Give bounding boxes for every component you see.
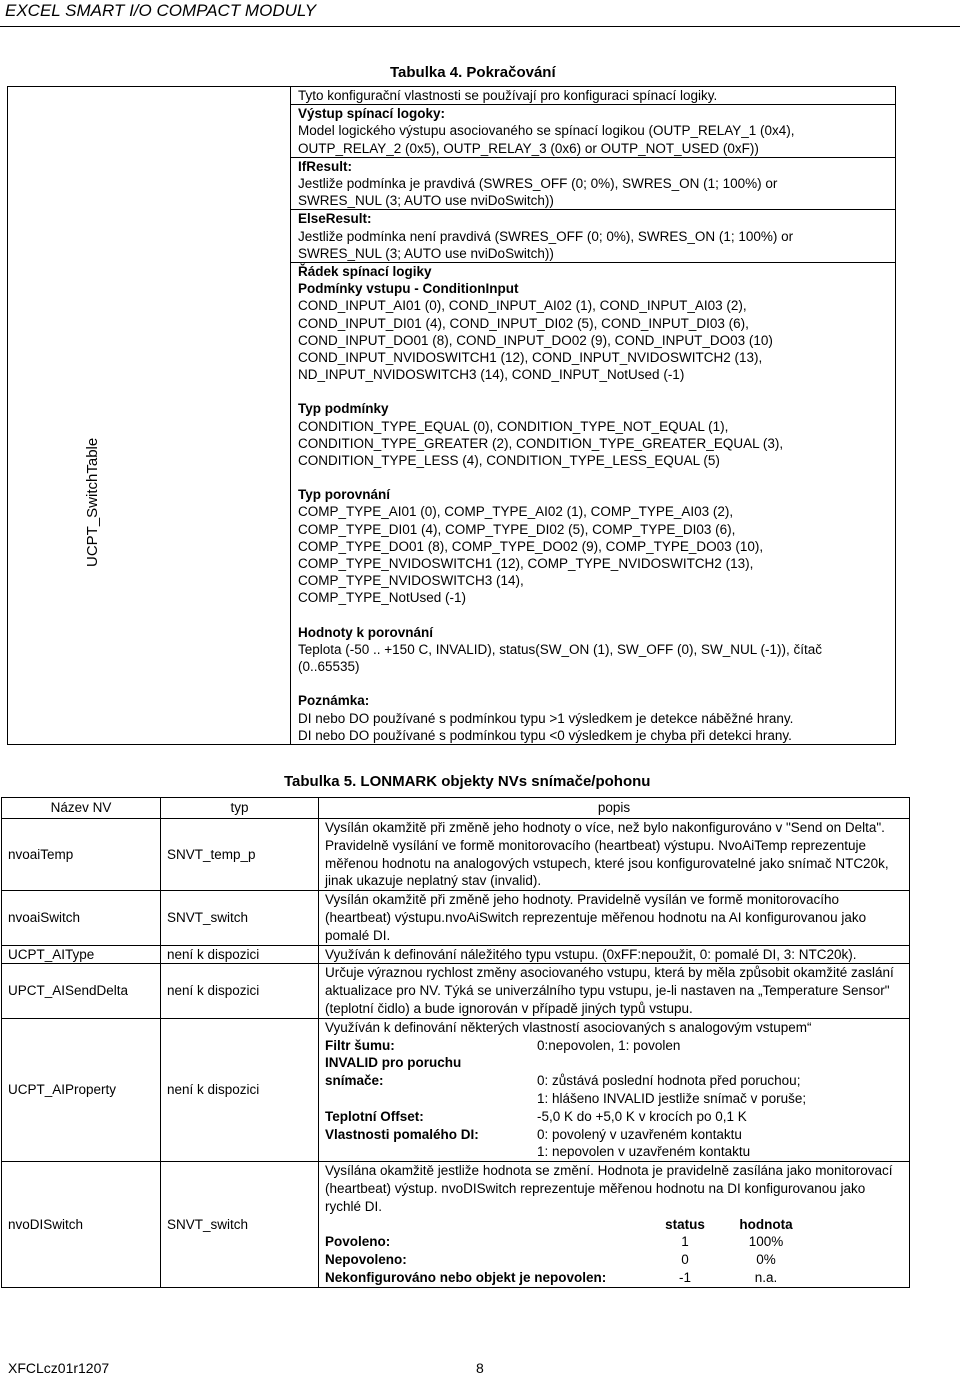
state-label: Nekonfigurováno nebo objekt je nepovolen: <box>325 1269 607 1285</box>
offset-label: Teplotní Offset: <box>325 1108 424 1124</box>
table-row <box>2 1162 910 1288</box>
nv-desc-text: Vysílána okamžitě jestliže hodnota se změní. Hodnota je pravidelně zasílána jako monitorovací (heartbeat) výstup. nvoDISwitch reprezentuje měřenou hodnotu na DI konfigurovanou jako rychlé DI. <box>325 1163 893 1214</box>
comp-type-line: COMP_TYPE_AI01 (0), COMP_TYPE_AI02 (1), COMP_TYPE_AI03 (2), <box>298 504 734 520</box>
cond-input-line: COND_INPUT_DI01 (4), COND_INPUT_DI02 (5), COND_INPUT_DI03 (6), <box>298 315 749 331</box>
doc-id: XFCLcz01r1207 <box>8 1360 110 1376</box>
cond-type-line: CONDITION_TYPE_GREATER (2), CONDITION_TYPE_GREATER_EQUAL (3), <box>298 435 784 451</box>
filter-label: Filtr šumu: <box>325 1037 395 1053</box>
nv-name: UPCT_AISendDelta <box>2 964 161 1018</box>
state-label: Povoleno: <box>325 1234 391 1250</box>
state-value: 0% <box>756 1252 776 1268</box>
state-value: 100% <box>748 1234 784 1250</box>
nv-name: nvoaiTemp <box>2 819 161 891</box>
ifresult-line: SWRES_NUL (3; AUTO use nviDoSwitch)) <box>298 193 554 209</box>
side-label: UCPT_SwitchTable <box>84 437 101 567</box>
row-block <box>291 263 895 744</box>
comp-values-title: Hodnoty k porovnání <box>298 624 433 640</box>
nv-type: není k dispozici <box>161 945 319 964</box>
cond-input-line: COND_INPUT_AI01 (0), COND_INPUT_AI02 (1), COND_INPUT_AI03 (2), <box>298 298 747 314</box>
ifresult-block <box>291 158 895 211</box>
cond-input-line: COND_INPUT_DO01 (8), COND_INPUT_DO02 (9), COND_INPUT_DO03 (10) <box>298 332 773 348</box>
cond-input-line: ND_INPUT_NVIDOSWITCH3 (14), COND_INPUT_NotUsed (-1) <box>298 367 685 383</box>
invalid-value: 1: hlášeno INVALID jestliže snímač v poruše; <box>537 1090 807 1106</box>
filter-value: 0:nepovolen, 1: povolen <box>537 1037 681 1053</box>
table-row <box>2 1018 910 1161</box>
col-header-name: Název NV <box>2 798 161 819</box>
nv-type: není k dispozici <box>161 964 319 1018</box>
slow-di-value: 0: povolený v uzavřeném kontaktu <box>537 1126 742 1142</box>
comp-type-title: Typ porovnání <box>298 487 391 503</box>
table4-caption: Tabulka 4. Pokračování <box>390 64 556 81</box>
elseresult-line: SWRES_NUL (3; AUTO use nviDoSwitch)) <box>298 245 554 261</box>
row-title: Řádek spínací logiky <box>298 264 432 280</box>
nv-table-header <box>2 798 910 819</box>
nv-name: nvoaiSwitch <box>2 891 161 945</box>
table-row <box>2 819 910 891</box>
table-row <box>2 891 910 945</box>
table-row <box>2 964 910 1018</box>
nv-desc <box>319 1162 910 1288</box>
state-value: n.a. <box>754 1269 778 1285</box>
header-title: EXCEL SMART I/O COMPACT MODULY <box>5 1 317 20</box>
slow-di-value: 1: nepovolen v uzavřeném kontaktu <box>537 1144 751 1160</box>
nv-type: SNVT_temp_p <box>161 819 319 891</box>
property-list <box>325 1037 903 1162</box>
comp-type-line: COMP_TYPE_DO01 (8), COMP_TYPE_DO02 (9), COMP_TYPE_DO03 (10), <box>298 538 764 554</box>
intro-block <box>291 87 895 105</box>
note-title: Poznámka: <box>298 693 370 709</box>
table5-caption: Tabulka 5. LONMARK objekty NVs snímače/pohonu <box>284 773 651 790</box>
value-header: hodnota <box>739 1216 793 1232</box>
page-number: 8 <box>476 1360 484 1376</box>
col-header-type: typ <box>161 798 319 819</box>
elseresult-title: ElseResult: <box>298 211 372 227</box>
elseresult-block <box>291 210 895 263</box>
nv-type: SNVT_switch <box>161 1162 319 1288</box>
invalid-label: snímače: <box>325 1073 384 1089</box>
state-status: -1 <box>678 1269 691 1285</box>
nv-name: UCPT_AIProperty <box>2 1018 161 1161</box>
page-header <box>0 0 960 27</box>
comp-type-line: COMP_TYPE_NotUsed (-1) <box>298 590 467 606</box>
nv-desc: Vysílán okamžitě při změně jeho hodnoty o více, než bylo nakonfigurováno v "Send on Delta". Pravidelně vysílání ve formě monitorovacího (heartbeat) výstupu. NvoAiTemp reprezentuje měřenou hodnotu na analogových vstupech, které jsou konfigurovatelné jako snímač NTC20k, jinak ukazuje neplatný stav (invalid). <box>319 819 910 891</box>
output-line: Model logického výstupu asociovaného se spínací logikou (OUTP_RELAY_1 (0x4), <box>298 123 795 139</box>
output-title: Výstup spínací logoky: <box>298 106 446 122</box>
ifresult-title: IfResult: <box>298 158 352 174</box>
output-block <box>291 105 895 158</box>
state-label: Nepovoleno: <box>325 1252 407 1268</box>
nv-desc: Využíván k definování náležitého typu vstupu. (0xFF:nepoužit, 0: pomalé DI, 3: NTC20k). <box>319 945 910 964</box>
invalid-label: INVALID pro poruchu <box>325 1055 462 1071</box>
switch-table <box>7 86 896 745</box>
cond-input-line: COND_INPUT_NVIDOSWITCH1 (12), COND_INPUT_NVIDOSWITCH2 (13), <box>298 350 763 366</box>
nv-type: není k dispozici <box>161 1018 319 1161</box>
cond-type-title: Typ podmínky <box>298 401 389 417</box>
elseresult-line: Jestliže podmínka není pravdivá (SWRES_OFF (0; 0%), SWRES_ON (1; 100%) or <box>298 228 794 244</box>
invalid-value: 0: zůstává poslední hodnota před poruchou; <box>537 1073 801 1089</box>
offset-value: -5,0 K do +5,0 K v krocích po 0,1 K <box>537 1108 747 1124</box>
comp-type-line: COMP_TYPE_NVIDOSWITCH3 (14), <box>298 573 524 589</box>
status-table <box>325 1216 903 1287</box>
nv-name: nvoDISwitch <box>2 1162 161 1288</box>
comp-type-line: COMP_TYPE_DI01 (4), COMP_TYPE_DI02 (5), COMP_TYPE_DI03 (6), <box>298 521 736 537</box>
state-status: 0 <box>681 1252 689 1268</box>
nv-type: SNVT_switch <box>161 891 319 945</box>
ifresult-line: Jestliže podmínka je pravdivá (SWRES_OFF (0; 0%), SWRES_ON (1; 100%) or <box>298 176 778 192</box>
nv-desc <box>319 1018 910 1161</box>
note-line: DI nebo DO používané s podmínkou typu >1 výsledkem je detekce náběžné hrany. <box>298 710 794 726</box>
slow-di-label: Vlastnosti pomalého DI: <box>325 1126 479 1142</box>
property-intro: Využíván k definování některých vlastností asociovaných s analogovým vstupem“ <box>325 1019 812 1035</box>
note-line: DI nebo DO používané s podmínkou typu <0 výsledkem je chyba při detekci hrany. <box>298 727 792 743</box>
state-status: 1 <box>681 1234 689 1250</box>
main-cell <box>291 87 896 745</box>
nv-desc: Vysílán okamžitě při změně jeho hodnoty. Pravidelně vysílán ve formě monitorovacího (heartbeat) výstupu.nvoAiSwitch reprezentuje měřenou hodnotu na AI konfigurovanou jako pomalé DI. <box>319 891 910 945</box>
table-row <box>2 945 910 964</box>
side-cell <box>8 87 291 745</box>
nv-desc: Určuje výraznou rychlost změny asociovaného vstupu, která by měla způsobit okamžité zaslání aktualizace pro NV. Týká se univerzálního typu vstupu, je-li nastaven na „Temperature Sensor" (teplotní čidlo) a bude ignorován v případě jiných typů vstupu. <box>319 964 910 1018</box>
output-line: OUTP_RELAY_2 (0x5), OUTP_RELAY_3 (0x6) or OUTP_NOT_USED (0xF)) <box>298 140 759 156</box>
cond-type-line: CONDITION_TYPE_LESS (4), CONDITION_TYPE_LESS_EQUAL (5) <box>298 453 720 469</box>
comp-values-line: Teplota (-50 .. +150 C, INVALID), status(SW_ON (1), SW_OFF (0), SW_NUL (-1)), čítač <box>298 641 822 657</box>
comp-values-line: (0..65535) <box>298 659 360 675</box>
cond-input-title: Podmínky vstupu - ConditionInput <box>298 281 519 297</box>
status-header: status <box>665 1216 705 1232</box>
cond-type-line: CONDITION_TYPE_EQUAL (0), CONDITION_TYPE_NOT_EQUAL (1), <box>298 418 729 434</box>
intro-text: Tyto konfigurační vlastnosti se používají pro konfiguraci spínací logiky. <box>298 88 718 103</box>
nv-name: UCPT_AIType <box>2 945 161 964</box>
nv-table <box>1 797 910 1288</box>
col-header-desc: popis <box>319 798 910 819</box>
comp-type-line: COMP_TYPE_NVIDOSWITCH1 (12), COMP_TYPE_NVIDOSWITCH2 (13), <box>298 556 754 572</box>
